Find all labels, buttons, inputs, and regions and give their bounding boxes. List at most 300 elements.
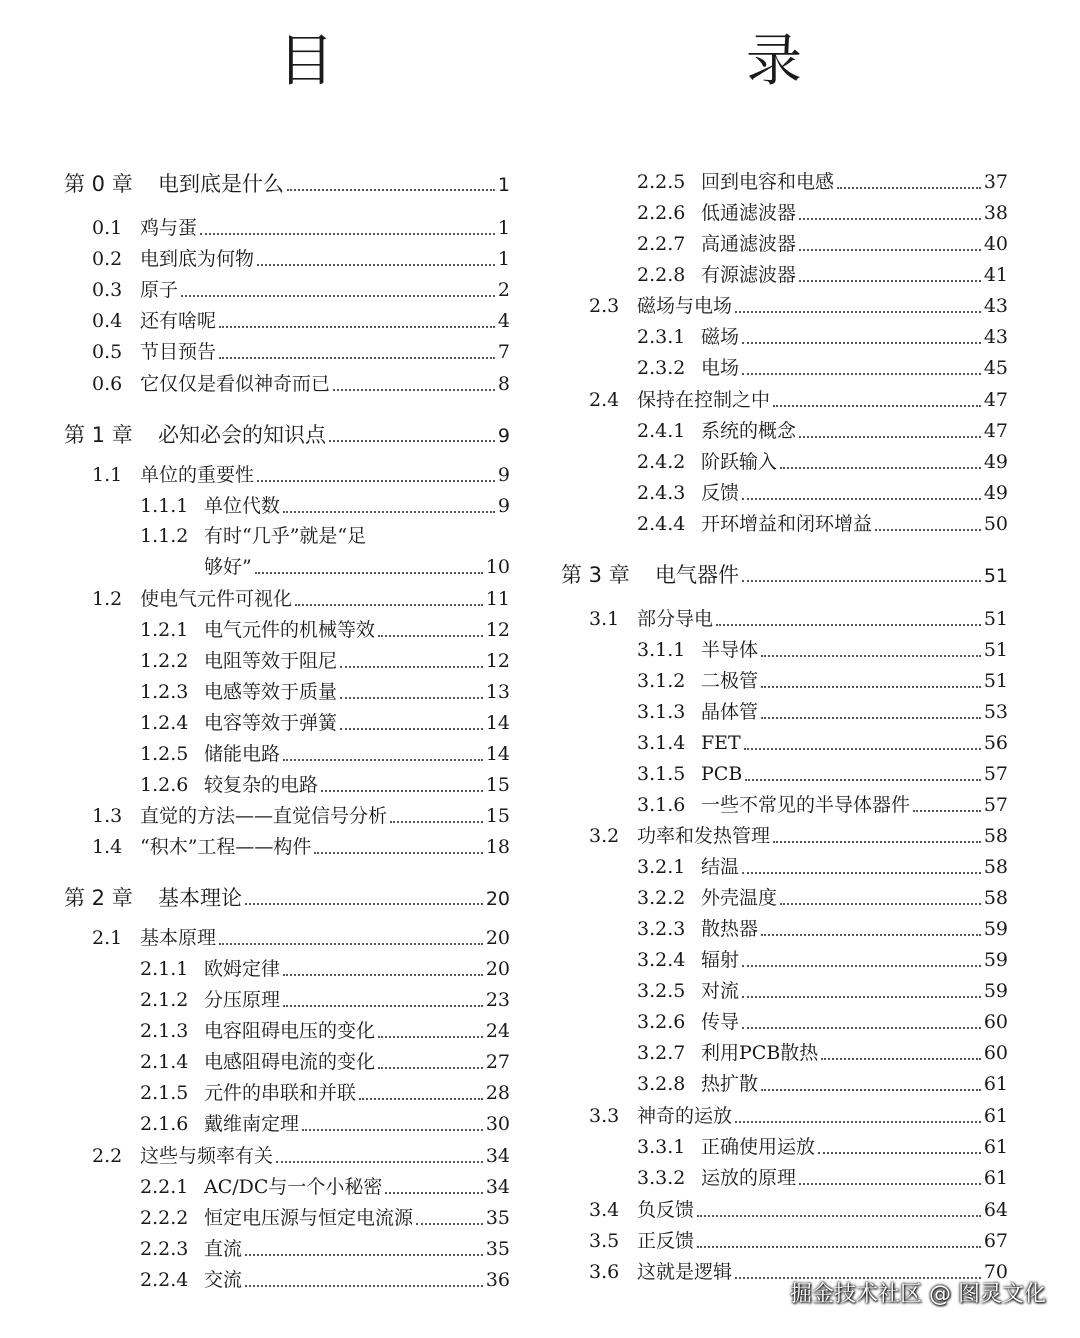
toc-number: 1.2.4 — [140, 712, 189, 734]
toc-number: 3.3.1 — [637, 1136, 686, 1158]
toc-number: 1.2.6 — [140, 774, 189, 796]
toc-title: 这些与频率有关 — [140, 1145, 274, 1167]
dot-leader — [742, 1027, 981, 1029]
toc-page-number: 56 — [983, 732, 1008, 754]
toc-page-number: 23 — [485, 989, 510, 1011]
toc-number: 3.3 — [589, 1105, 620, 1127]
dot-leader — [302, 1129, 483, 1131]
toc-page-number: 43 — [983, 295, 1008, 317]
toc-number: 3.2.5 — [637, 980, 686, 1002]
toc-title: 电到底为何物 — [140, 248, 255, 270]
dot-leader — [761, 717, 981, 719]
toc-entry[interactable] — [92, 584, 510, 614]
dot-leader — [716, 624, 981, 626]
toc-title: 分压原理 — [204, 989, 281, 1011]
toc-entry[interactable] — [637, 167, 1008, 197]
toc-page-number: 30 — [485, 1113, 510, 1135]
toc-title: 电场 — [701, 357, 740, 379]
dot-leader — [257, 264, 495, 266]
toc-title: 电气器件 — [655, 563, 739, 587]
toc-entry[interactable] — [140, 615, 510, 645]
dot-leader — [378, 635, 483, 637]
toc-number: 3.2.1 — [637, 856, 686, 878]
toc-title: 电阻等效于阻尼 — [204, 650, 338, 672]
dot-leader — [378, 1036, 483, 1038]
toc-entry[interactable] — [140, 739, 510, 769]
toc-title: 半导体 — [701, 639, 759, 661]
toc-page-number: 49 — [983, 482, 1008, 504]
toc-number: 3.2.4 — [637, 949, 686, 971]
toc-number: 1.2 — [92, 588, 123, 610]
toc-title: 二极管 — [701, 670, 759, 692]
toc-entry[interactable] — [637, 260, 1008, 290]
toc-number: 0.4 — [92, 310, 123, 332]
toc-title: 阶跃输入 — [701, 451, 778, 473]
toc-page-number: 58 — [983, 887, 1008, 909]
toc-title: 传导 — [701, 1011, 740, 1033]
toc-page-number: 34 — [485, 1145, 510, 1167]
toc-entry[interactable] — [589, 1101, 1008, 1131]
dot-leader — [283, 1005, 483, 1007]
toc-page-number: 50 — [983, 513, 1008, 535]
toc-title: 直觉的方法——直觉信号分析 — [140, 805, 388, 827]
toc-number: 3.4 — [589, 1199, 620, 1221]
toc-number: 2.4.2 — [637, 451, 686, 473]
toc-number: 2.2.7 — [637, 233, 686, 255]
toc-entry[interactable] — [589, 821, 1008, 851]
toc-title: 电到底是什么 — [158, 172, 284, 196]
toc-entry[interactable] — [589, 604, 1008, 634]
toc-number: 2.1.3 — [140, 1020, 189, 1042]
toc-title: 神奇的运放 — [637, 1105, 733, 1127]
toc-number: 2.1.2 — [140, 989, 189, 1011]
toc-page-number: 51 — [983, 639, 1008, 661]
toc-title: 欧姆定律 — [204, 958, 281, 980]
toc-chapter-entry[interactable] — [64, 420, 510, 450]
toc-number: 0.2 — [92, 248, 123, 270]
toc-page-number: 9 — [497, 495, 510, 517]
toc-page-number: 45 — [983, 357, 1008, 379]
toc-page-number: 10 — [485, 556, 510, 578]
toc-page-number: 57 — [983, 794, 1008, 816]
toc-page-number: 43 — [983, 326, 1008, 348]
dot-leader — [761, 934, 981, 936]
toc-page-number: 4 — [497, 310, 510, 332]
toc-page-number: 51 — [983, 670, 1008, 692]
toc-number: 1.2.3 — [140, 681, 189, 703]
toc-title: 散热器 — [701, 918, 759, 940]
toc-entry[interactable] — [92, 923, 510, 953]
toc-page-number: 61 — [983, 1073, 1008, 1095]
dot-leader — [219, 943, 483, 945]
dot-leader — [780, 903, 981, 905]
toc-entry[interactable] — [589, 1226, 1008, 1256]
dot-leader — [314, 852, 482, 854]
toc-entry[interactable] — [140, 491, 510, 521]
toc-number: 1.1.2 — [140, 525, 189, 547]
toc-title: PCB — [701, 763, 743, 785]
toc-number: 2.4.4 — [637, 513, 686, 535]
toc-page-number: 38 — [983, 202, 1008, 224]
toc-title: 单位代数 — [204, 495, 281, 517]
toc-page-number: 9 — [497, 464, 510, 486]
toc-title: 它仅仅是看似神奇而已 — [140, 373, 331, 395]
toc-entry[interactable] — [92, 369, 510, 399]
toc-number: 第 3 章 — [561, 563, 630, 587]
toc-page-number: 36 — [485, 1269, 510, 1291]
toc-title: 辐射 — [701, 949, 740, 971]
dot-leader — [390, 821, 483, 823]
toc-title: 部分导电 — [637, 608, 714, 630]
toc-chapter-entry[interactable] — [561, 560, 1008, 590]
toc-page-number: 70 — [983, 1261, 1008, 1283]
dot-leader — [744, 748, 981, 750]
toc-number: 2.1.5 — [140, 1082, 189, 1104]
toc-page-number: 59 — [983, 918, 1008, 940]
toc-entry-continuation[interactable] — [204, 552, 510, 582]
toc-number: 2.1 — [92, 927, 123, 949]
dot-leader — [837, 187, 981, 189]
dot-leader — [761, 1089, 981, 1091]
dot-leader — [333, 389, 495, 391]
toc-page-number: 12 — [485, 650, 510, 672]
toc-entry[interactable] — [140, 1078, 510, 1108]
toc-page-number: 14 — [485, 712, 510, 734]
toc-number: 3.2.8 — [637, 1073, 686, 1095]
toc-number: 2.4.3 — [637, 482, 686, 504]
toc-entry[interactable] — [637, 1038, 1008, 1068]
toc-title: 基本原理 — [140, 927, 217, 949]
dot-leader — [875, 529, 981, 531]
toc-title: 晶体管 — [701, 701, 759, 723]
toc-number: 0.3 — [92, 279, 123, 301]
toc-title: 磁场 — [701, 326, 740, 348]
toc-title: 系统的概念 — [701, 420, 797, 442]
toc-entry[interactable] — [92, 832, 510, 862]
dot-leader — [219, 357, 495, 359]
toc-number: 2.2.3 — [140, 1238, 189, 1260]
toc-entry[interactable] — [140, 1047, 510, 1077]
toc-number: 3.2.7 — [637, 1042, 686, 1064]
toc-entry[interactable] — [637, 416, 1008, 446]
toc-title: 低通滤波器 — [701, 202, 797, 224]
toc-page-number: 13 — [485, 681, 510, 703]
toc-title: 回到电容和电感 — [701, 171, 835, 193]
toc-title: 电容阻碍电压的变化 — [204, 1020, 376, 1042]
toc-number: 3.1.1 — [637, 639, 686, 661]
toc-title: 直流 — [204, 1238, 243, 1260]
toc-entry[interactable] — [637, 759, 1008, 789]
toc-number: 3.6 — [589, 1261, 620, 1283]
toc-number: 3.1.2 — [637, 670, 686, 692]
toc-title: 结温 — [701, 856, 740, 878]
toc-entry[interactable] — [637, 852, 1008, 882]
toc-number: 2.4 — [589, 389, 620, 411]
toc-entry[interactable] — [140, 1172, 510, 1202]
toc-chapter-entry[interactable] — [64, 883, 510, 913]
toc-number: 2.2 — [92, 1145, 123, 1167]
watermark: 掘金技术社区 @ 图灵文化 — [790, 1282, 1046, 1307]
toc-number: 3.1.5 — [637, 763, 686, 785]
dot-leader — [780, 467, 981, 469]
toc-number: 第 1 章 — [64, 423, 133, 447]
toc-entry[interactable] — [637, 945, 1008, 975]
toc-number: 3.5 — [589, 1230, 620, 1252]
dot-leader — [761, 655, 981, 657]
toc-number: 2.2.2 — [140, 1207, 189, 1229]
toc-title: 交流 — [204, 1269, 243, 1291]
toc-title: FET — [701, 732, 741, 754]
toc-entry[interactable] — [637, 509, 1008, 539]
toc-number: 第 2 章 — [64, 886, 133, 910]
toc-entry[interactable] — [589, 385, 1008, 415]
toc-entry[interactable] — [140, 1234, 510, 1264]
toc-title: 电气元件的机械等效 — [204, 619, 376, 641]
toc-entry[interactable] — [140, 1203, 510, 1233]
toc-title: 基本理论 — [158, 886, 242, 910]
toc-page-number: 9 — [497, 425, 510, 447]
dot-leader — [283, 759, 483, 761]
toc-entry[interactable] — [92, 337, 510, 367]
toc-page-number: 14 — [485, 743, 510, 765]
toc-page-number: 2 — [497, 279, 510, 301]
toc-page-number: 24 — [485, 1020, 510, 1042]
toc-page-number: 40 — [983, 233, 1008, 255]
toc-entry[interactable] — [140, 954, 510, 984]
toc-page-number: 35 — [485, 1238, 510, 1260]
toc-entry[interactable] — [140, 985, 510, 1015]
toc-entry[interactable] — [637, 322, 1008, 352]
toc-entry[interactable] — [637, 478, 1008, 508]
dot-leader — [742, 965, 981, 967]
toc-number: 2.2.5 — [637, 171, 686, 193]
toc-title: 电感阻碍电流的变化 — [204, 1051, 376, 1073]
toc-entry[interactable] — [140, 1016, 510, 1046]
toc-page-number: 61 — [983, 1136, 1008, 1158]
toc-page-number: 60 — [983, 1011, 1008, 1033]
dot-leader — [913, 810, 981, 812]
dot-leader — [257, 480, 495, 482]
toc-entry[interactable] — [92, 1141, 510, 1171]
dot-leader — [287, 189, 495, 191]
dot-leader — [799, 249, 981, 251]
toc-entry[interactable] — [589, 291, 1008, 321]
dot-leader — [821, 1058, 981, 1060]
toc-page-number: 15 — [485, 774, 510, 796]
dot-leader — [385, 1192, 482, 1194]
dot-leader — [321, 790, 483, 792]
toc-entry[interactable] — [92, 306, 510, 336]
toc-number: 3.2.6 — [637, 1011, 686, 1033]
toc-page-number: 58 — [983, 825, 1008, 847]
toc-entry[interactable] — [637, 229, 1008, 259]
dot-leader — [283, 511, 495, 513]
dot-leader — [359, 1098, 483, 1100]
toc-title: 储能电路 — [204, 743, 281, 765]
toc-title: 元件的串联和并联 — [204, 1082, 357, 1104]
toc-entry[interactable] — [637, 728, 1008, 758]
toc-number: 3.2.3 — [637, 918, 686, 940]
dot-leader — [742, 498, 981, 500]
toc-number: 1.2.1 — [140, 619, 189, 641]
toc-title: 对流 — [701, 980, 740, 1002]
toc-page-number: 47 — [983, 389, 1008, 411]
dot-leader — [742, 373, 981, 375]
toc-number: 2.4.1 — [637, 420, 686, 442]
toc-entry[interactable] — [637, 790, 1008, 820]
toc-entry[interactable] — [637, 976, 1008, 1006]
toc-page-number: 60 — [983, 1042, 1008, 1064]
toc-title: 一些不常见的半导体器件 — [701, 794, 911, 816]
toc-title: 负反馈 — [637, 1199, 695, 1221]
toc-number: 1.2.5 — [140, 743, 189, 765]
toc-title: 还有啥呢 — [140, 310, 217, 332]
toc-number: 3.1 — [589, 608, 620, 630]
toc-entry[interactable] — [589, 1195, 1008, 1225]
dot-leader — [799, 218, 981, 220]
toc-entry[interactable] — [140, 521, 510, 551]
toc-page-number: 12 — [485, 619, 510, 641]
dot-leader — [773, 405, 981, 407]
toc-number: 3.1.4 — [637, 732, 686, 754]
toc-number: 第 0 章 — [64, 172, 133, 196]
toc-page-number: 61 — [983, 1167, 1008, 1189]
toc-entry[interactable] — [637, 447, 1008, 477]
toc-page-number: 27 — [485, 1051, 510, 1073]
toc-number: 2.1.1 — [140, 958, 189, 980]
dot-leader — [255, 572, 483, 574]
toc-number: 2.1.6 — [140, 1113, 189, 1135]
toc-page-number: 28 — [485, 1082, 510, 1104]
toc-page-number: 51 — [983, 565, 1008, 587]
toc-page-number: 7 — [497, 341, 510, 363]
toc-entry[interactable] — [637, 883, 1008, 913]
toc-page-number: 51 — [983, 608, 1008, 630]
toc-number: 1.4 — [92, 836, 123, 858]
toc-entry[interactable] — [92, 275, 510, 305]
toc-title: 运放的原理 — [701, 1167, 797, 1189]
toc-number: 3.2.2 — [637, 887, 686, 909]
toc-number: 1.1.1 — [140, 495, 189, 517]
dot-leader — [416, 1223, 483, 1225]
toc-page-number: 58 — [983, 856, 1008, 878]
dot-leader — [340, 728, 483, 730]
toc-entry[interactable] — [637, 1163, 1008, 1193]
toc-page-number: 59 — [983, 980, 1008, 1002]
toc-title: 开环增益和闭环增益 — [701, 513, 873, 535]
toc-entry[interactable] — [637, 666, 1008, 696]
toc-entry[interactable] — [637, 1069, 1008, 1099]
dot-leader — [799, 1183, 981, 1185]
toc-number: 0.5 — [92, 341, 123, 363]
dot-leader — [697, 1246, 981, 1248]
toc-title: 磁场与电场 — [637, 295, 733, 317]
dot-leader — [742, 996, 981, 998]
dot-leader — [283, 974, 483, 976]
toc-entry[interactable] — [637, 1132, 1008, 1162]
toc-entry[interactable] — [140, 708, 510, 738]
dot-leader — [799, 436, 981, 438]
dot-leader — [818, 1152, 981, 1154]
toc-page-number: 67 — [983, 1230, 1008, 1252]
toc-title: 鸡与蛋 — [140, 217, 198, 239]
toc-entry[interactable] — [637, 697, 1008, 727]
toc-title: 单位的重要性 — [140, 464, 255, 486]
dot-leader — [245, 903, 483, 905]
toc-entry[interactable] — [637, 914, 1008, 944]
toc-title: 使电气元件可视化 — [140, 588, 293, 610]
toc-number: 2.2.6 — [637, 202, 686, 224]
toc-page-number: 49 — [983, 451, 1008, 473]
toc-title: 高通滤波器 — [701, 233, 797, 255]
toc-title: 保持在控制之中 — [637, 389, 771, 411]
dot-leader — [295, 604, 483, 606]
toc-title: 电感等效于质量 — [204, 681, 338, 703]
toc-page-number: 1 — [497, 174, 510, 196]
toc-title: 原子 — [140, 279, 179, 301]
toc-chapter-entry[interactable] — [64, 169, 510, 199]
toc-entry[interactable] — [140, 646, 510, 676]
toc-page-number: 53 — [983, 701, 1008, 723]
toc-entry[interactable] — [140, 1109, 510, 1139]
toc-title: 必知必会的知识点 — [158, 423, 326, 447]
toc-entry[interactable] — [92, 460, 510, 490]
dot-leader — [697, 1215, 981, 1217]
toc-title: 反馈 — [701, 482, 740, 504]
toc-entry[interactable] — [637, 1007, 1008, 1037]
dot-leader — [735, 1121, 981, 1123]
toc-number: 3.3.2 — [637, 1167, 686, 1189]
toc-page-number: 64 — [983, 1199, 1008, 1221]
toc-page-number: 37 — [983, 171, 1008, 193]
toc-entry[interactable] — [92, 244, 510, 274]
toc-entry[interactable] — [140, 1265, 510, 1295]
toc-number: 1.2.2 — [140, 650, 189, 672]
dot-leader — [735, 311, 981, 313]
toc-number: 3.1.3 — [637, 701, 686, 723]
toc-entry[interactable] — [140, 770, 510, 800]
toc-entry[interactable] — [637, 198, 1008, 228]
toc-title: 热扩散 — [701, 1073, 759, 1095]
toc-entry[interactable] — [140, 677, 510, 707]
toc-entry[interactable] — [92, 213, 510, 243]
toc-title: 戴维南定理 — [204, 1113, 300, 1135]
toc-number: 2.2.8 — [637, 264, 686, 286]
toc-number: 3.2 — [589, 825, 620, 847]
dot-leader — [200, 233, 495, 235]
toc-page-number: 41 — [983, 264, 1008, 286]
toc-page-number: 15 — [485, 805, 510, 827]
dot-leader — [181, 295, 495, 297]
toc-number: 2.2.1 — [140, 1176, 189, 1198]
dot-leader — [245, 1285, 483, 1287]
toc-title: 外壳温度 — [701, 887, 778, 909]
dot-leader — [742, 342, 981, 344]
toc-entry[interactable] — [637, 353, 1008, 383]
dot-leader — [276, 1161, 483, 1163]
toc-entry[interactable] — [92, 801, 510, 831]
toc-number: 2.1.4 — [140, 1051, 189, 1073]
toc-title: 节目预告 — [140, 341, 217, 363]
toc-title: 正确使用运放 — [701, 1136, 816, 1158]
toc-page-number: 57 — [983, 763, 1008, 785]
dot-leader — [245, 1254, 483, 1256]
toc-page-number: 59 — [983, 949, 1008, 971]
dot-leader — [742, 872, 981, 874]
toc-page-number: 11 — [485, 588, 510, 610]
toc-entry[interactable] — [637, 635, 1008, 665]
toc-title: 功率和发热管理 — [637, 825, 771, 847]
